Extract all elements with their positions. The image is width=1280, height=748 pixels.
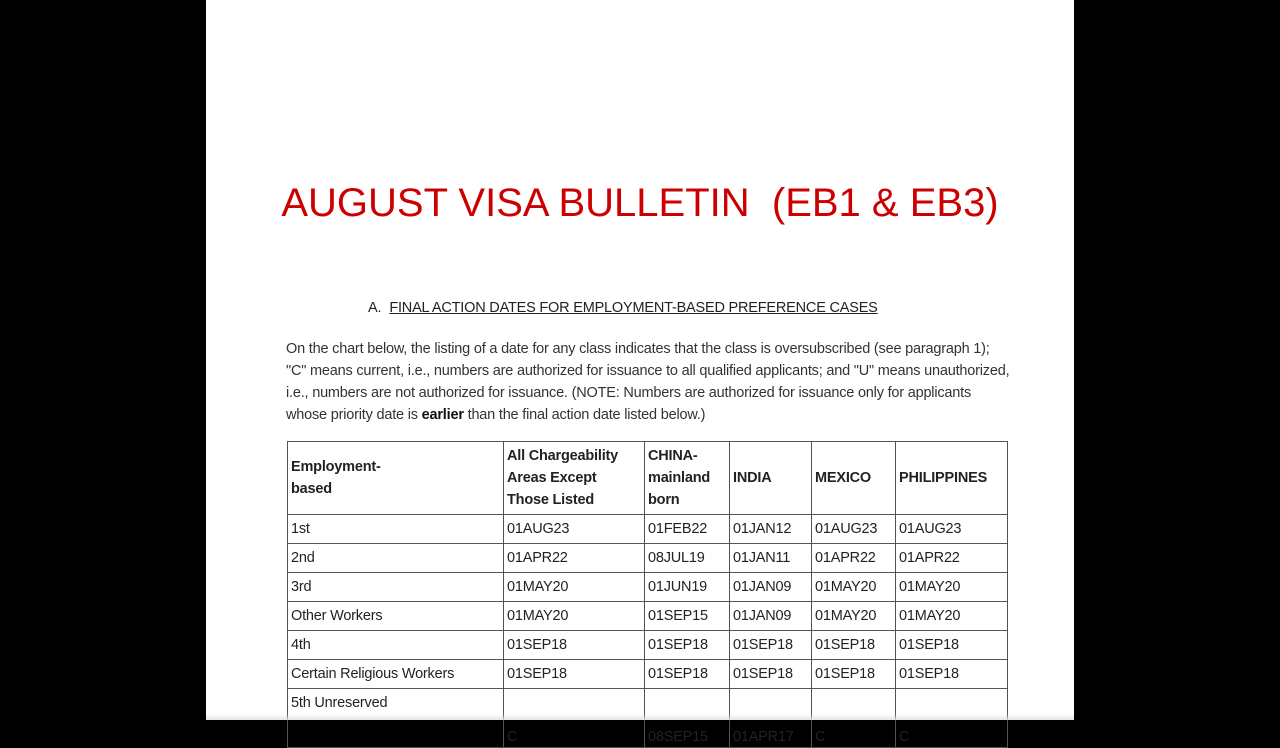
date-cell-china: 01FEB22 — [645, 515, 730, 544]
date-cell-india: 01JAN09 — [730, 602, 812, 631]
row-category-cell: Certain Religious Workers — [288, 660, 504, 689]
header-employment-based: Employment- based — [288, 442, 504, 515]
date-cell-china: 01SEP15 — [645, 602, 730, 631]
date-cell-all: C — [504, 689, 645, 748]
table-row — [288, 544, 1008, 573]
bulletin-title: AUGUST VISA BULLETIN (EB1 & EB3) — [281, 181, 999, 225]
row-category-cell: 2nd — [288, 544, 504, 573]
intro-paragraph — [286, 338, 1011, 426]
date-cell-india: 01SEP18 — [730, 660, 812, 689]
intro-text-1: On the chart below, the listing of a date for any class indicates that the class is oversubscribed (see paragraph 1); "C" means current, i.e., numbers are authorized for issuance to all qualified applicants; and "U" means unauthorized, i.e., numbers are not authorized for issuance. (NOTE: Numbers are authorized for issuance only for applicants whose priority date is — [286, 341, 1010, 423]
date-cell-india: 01SEP18 — [730, 631, 812, 660]
date-cell-all: 01MAY20 — [504, 602, 645, 631]
header-india: INDIA — [730, 442, 812, 515]
date-cell-mexico: 01AUG23 — [812, 515, 896, 544]
header-all-chargeability: All Chargeability Areas Except Those Listed — [504, 442, 645, 515]
date-cell-india: 01JAN09 — [730, 573, 812, 602]
section-heading — [368, 300, 878, 316]
date-cell-all: 01SEP18 — [504, 631, 645, 660]
header-mexico: MEXICO — [812, 442, 896, 515]
date-cell-mexico: 01SEP18 — [812, 660, 896, 689]
table-row — [288, 602, 1008, 631]
date-cell-china: 01SEP18 — [645, 660, 730, 689]
date-cell-philippines: C — [896, 689, 1008, 748]
row-category-cell: 3rd — [288, 573, 504, 602]
date-cell-philippines: 01APR22 — [896, 544, 1008, 573]
date-cell-mexico: 01MAY20 — [812, 573, 896, 602]
date-cell-all: 01AUG23 — [504, 515, 645, 544]
table-header-row — [288, 442, 1008, 515]
date-cell-china: 08JUL19 — [645, 544, 730, 573]
date-cell-philippines: 01MAY20 — [896, 602, 1008, 631]
header-philippines: PHILIPPINES — [896, 442, 1008, 515]
table-row — [288, 631, 1008, 660]
date-cell-all: 01SEP18 — [504, 660, 645, 689]
date-cell-india: 01JAN11 — [730, 544, 812, 573]
section-heading-text: FINAL ACTION DATES FOR EMPLOYMENT-BASED PREFERENCE CASES — [389, 300, 878, 316]
date-cell-philippines: 01SEP18 — [896, 660, 1008, 689]
date-cell-mexico: 01MAY20 — [812, 602, 896, 631]
header-china: CHINA- mainland born — [645, 442, 730, 515]
date-cell-philippines: 01MAY20 — [896, 573, 1008, 602]
table-row — [288, 515, 1008, 544]
date-cell-mexico: C — [812, 689, 896, 748]
row-category-cell: 1st — [288, 515, 504, 544]
date-cell-india: 01APR17 — [730, 689, 812, 748]
table-row — [288, 573, 1008, 602]
table-body — [288, 515, 1008, 748]
final-action-dates-table — [287, 441, 1008, 748]
date-cell-all: 01APR22 — [504, 544, 645, 573]
page-bottom-edge — [206, 714, 1074, 720]
section-letter: A. — [368, 300, 382, 316]
date-cell-mexico: 01APR22 — [812, 544, 896, 573]
date-cell-china: 08SEP15 — [645, 689, 730, 748]
table-row — [288, 660, 1008, 689]
intro-text-2: than the final action date listed below.) — [463, 407, 706, 423]
intro-emphasis: earlier — [421, 407, 464, 423]
date-cell-philippines: 01SEP18 — [896, 631, 1008, 660]
row-category-cell: 5th Unreserved — [288, 689, 504, 748]
date-cell-china: 01SEP18 — [645, 631, 730, 660]
row-category-cell: Other Workers — [288, 602, 504, 631]
date-cell-all: 01MAY20 — [504, 573, 645, 602]
date-cell-philippines: 01AUG23 — [896, 515, 1008, 544]
document-page — [206, 0, 1074, 745]
date-cell-india: 01JAN12 — [730, 515, 812, 544]
date-cell-china: 01JUN19 — [645, 573, 730, 602]
row-category-cell: 4th — [288, 631, 504, 660]
date-cell-mexico: 01SEP18 — [812, 631, 896, 660]
